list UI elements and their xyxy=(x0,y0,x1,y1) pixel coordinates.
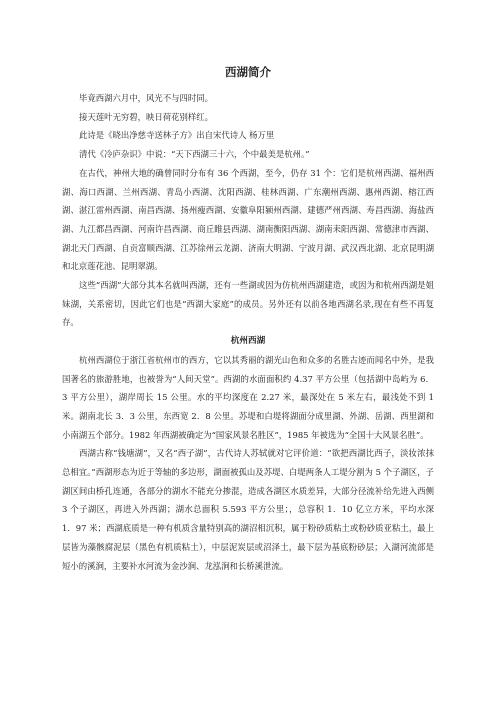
document-page xyxy=(62,64,434,575)
section-heading: 杭州西湖 xyxy=(230,336,266,347)
quote-paragraph: 清代《冷庐杂识》中说：“天下西湖三十六，个中最美是杭州。” xyxy=(79,149,310,160)
poem-line-1: 毕竟西湖六月中，风光不与四时同。 xyxy=(79,93,213,103)
west-lakes-list-paragraph: 在古代，神州大地的确曾同时分布有 36 个西湖，至今，仍存 31 个：它们是杭州西湖、福州西湖、海口西湖、兰州西湖、青岛小西湖、沈阳西湖、桂林西湖、广东潮州西湖、惠州西湖、榕江西湖、湛江雷州西湖、南昌西湖、扬州瘦西湖、安徽阜阳颍州西湖、建德严州西湖、寿昌西湖、海盐西湖、九江都昌西湖、河南许昌西湖、商丘睢县西湖、湖南衡阳西湖、湖南耒阳西湖、常德津市西湖、湖北天门西湖、自贡富顺西湖、江苏徐州云龙湖、济南大明湖、宁波月湖、武汉西北湖、北京昆明湖和北京莲花池、昆明翠湖。 xyxy=(62,167,434,272)
hangzhou-location-paragraph: 杭州西湖位于浙江省杭州市的西方，它以其秀丽的湖光山色和众多的名胜古迹而闻名中外，是我国著名的旅游胜地，也被誉为“人间天堂”。西湖的水面面积约 4.37 平方公里（包括湖中岛屿为 6．3 平方公里），湖岸周长 15 公里。水的平均深度在 2.27 米，最深处在 5 米左右，最浅处不到 1 米。湖南北长 3．3 公里，东西宽 2．8 公里。苏堤和白堤将湖面分成里湖、外湖、岳湖、西里湖和小南湖五个部分。1982 年西湖被确定为“国家风景名胜区”，1985 年被选为“全国十大风景名胜”。 xyxy=(62,354,434,440)
west-lakes-family-paragraph: 这些“西湖”大部分其本名就叫西湖，还有一些湖或因为仿杭州西湖建造，或因为和杭州西湖是姐妹湖，关系密切，因此它们也是“西湖大家庭”的成员。另外还有以前各地西湖名录,现在有些不再复存。 xyxy=(62,280,434,328)
hangzhou-history-paragraph: 西湖古称“钱塘湖”，又名“西子湖”，古代诗人苏轼就对它评价道：“欲把西湖比西子，淡妆浓抹总相宜。”西湖形态为近于等轴的多边形，湖面被孤山及苏堤、白堤两条人工堤分割为 5 个子湖区，子湖区间由桥孔连通，各部分的湖水不能充分掺混，造成各湖区水质差异，大部分径流补给先进入西侧 3 个子湖区，再进入外西湖；湖水总面积 5.593 平方公里；，总容积 1．10 亿立方米，平均水深 1．97 米；西湖底质是一种有机质含量特别高的湖沼相沉积，属于粉砂质粘土或粉砂质亚粘土，最上层皆为藻骸腐泥层（黑色有机质粘土），中层泥炭层或沼泽土，最下层为基底粉砂层；入湖河流部是短小的溪涧，主要补水河流为金沙涧、龙泓涧和长桥溪泄流。 xyxy=(62,448,434,571)
poem-line-2: 接天莲叶无穷碧，映日荷花别样红。 xyxy=(79,111,213,122)
page-title: 西湖简介 xyxy=(225,65,271,79)
poem-source: 此诗是《晓出净慈寺送林子方》出自宋代诗人 杨万里 xyxy=(79,130,275,141)
